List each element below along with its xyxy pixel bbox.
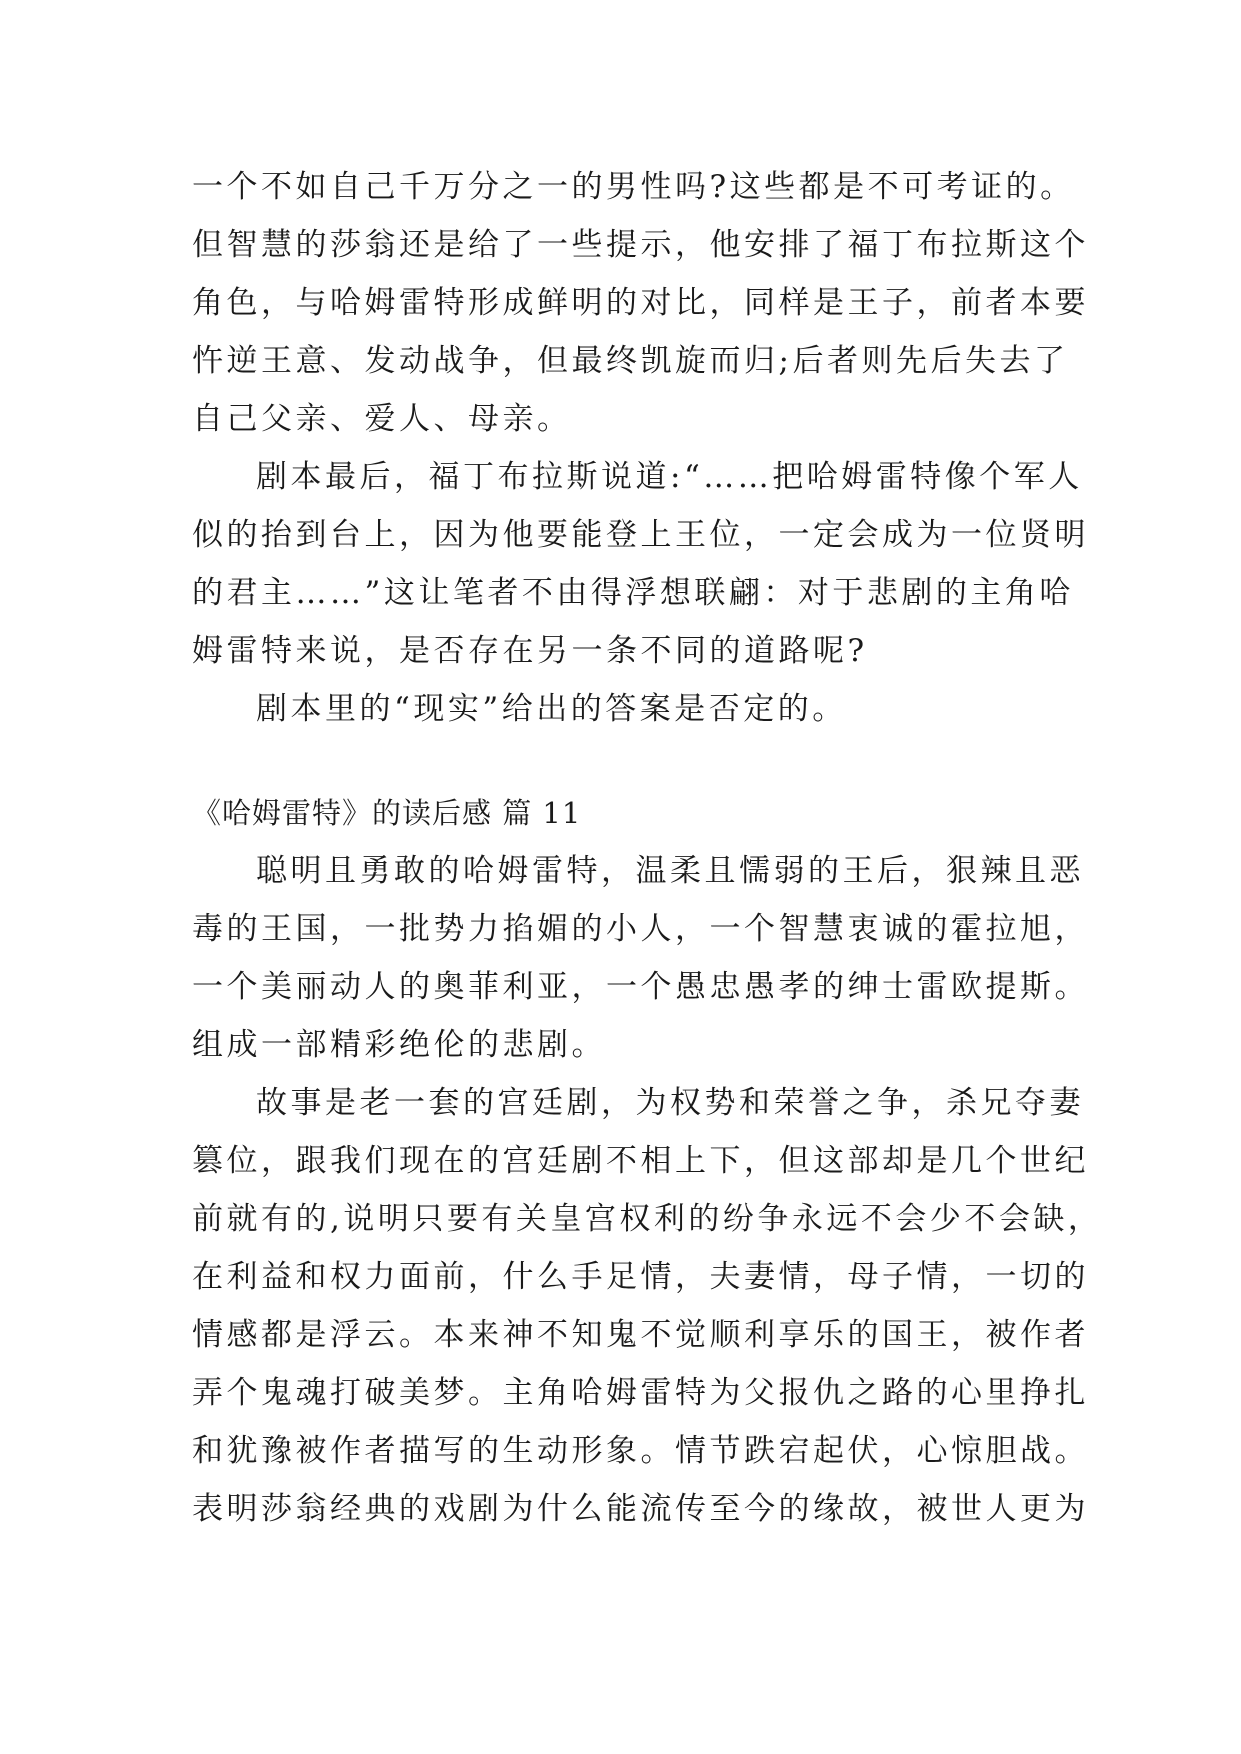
paragraph-characters	[192, 842, 1089, 1074]
text-line: 剧本里的“现实”给出的答案是否定的。	[256, 691, 847, 727]
text-line: 和犹豫被作者描写的生动形象。情节跌宕起伏，心惊胆战。	[192, 1433, 1089, 1469]
text-line: 在利益和权力面前，什么手足情，夫妻情，母子情，一切的	[192, 1259, 1089, 1295]
paragraph-ending-quote	[192, 448, 1089, 680]
text-line: 聪明且勇敢的哈姆雷特，温柔且懦弱的王后，狠辣且恶	[256, 853, 1084, 889]
text-line: 的君主……”这让笔者不由得浮想联翩：对于悲剧的主角哈	[192, 575, 1074, 611]
text-line: 篡位，跟我们现在的宫廷剧不相上下，但这部却是几个世纪	[192, 1143, 1089, 1179]
section-spacer	[192, 738, 1072, 784]
text-line: 忤逆王意、发动战争，但最终凯旋而归;后者则先后失去了	[192, 343, 1069, 379]
text-line: 剧本最后，福丁布拉斯说道:“……把哈姆雷特像个军人	[256, 459, 1083, 495]
text-line: 组成一部精彩绝伦的悲剧。	[192, 1027, 606, 1063]
text-line: 毒的王国，一批势力掐媚的小人，一个智慧衷诚的霍拉旭，	[192, 911, 1089, 947]
text-line: 一个不如自己千万分之一的男性吗?这些都是不可考证的。	[192, 169, 1075, 205]
text-line: 情感都是浮云。本来神不知鬼不觉顺利享乐的国王，被作者	[192, 1317, 1089, 1353]
text-line: 表明莎翁经典的戏剧为什么能流传至今的缘故，被世人更为	[192, 1491, 1089, 1527]
paragraph-story	[192, 1074, 1103, 1538]
text-line: 前就有的,说明只要有关皇宫权利的纷争永远不会少不会缺，	[192, 1201, 1103, 1237]
paragraph-continuation	[192, 158, 1089, 448]
document-body	[192, 158, 1103, 1538]
text-line: 故事是老一套的宫廷剧，为权势和荣誉之争，杀兄夺妻	[256, 1085, 1084, 1121]
text-line: 姆雷特来说，是否存在另一条不同的道路呢?	[192, 633, 868, 669]
text-line: 一个美丽动人的奥菲利亚，一个愚忠愚孝的绅士雷欧提斯。	[192, 969, 1089, 1005]
text-line: 弄个鬼魂打破美梦。主角哈姆雷特为父报仇之路的心里挣扎	[192, 1375, 1089, 1411]
text-line: 似的抬到台上，因为他要能登上王位，一定会成为一位贤明	[192, 517, 1089, 553]
paragraph-conclusion	[192, 680, 1072, 738]
text-line: 自己父亲、爱人、母亲。	[192, 401, 572, 437]
text-line: 角色，与哈姆雷特形成鲜明的对比，同样是王子，前者本要	[192, 285, 1089, 321]
text-line: 但智慧的莎翁还是给了一些提示，他安排了福丁布拉斯这个	[192, 227, 1089, 263]
essay-heading: 《哈姆雷特》的读后感 篇 11	[192, 796, 582, 830]
